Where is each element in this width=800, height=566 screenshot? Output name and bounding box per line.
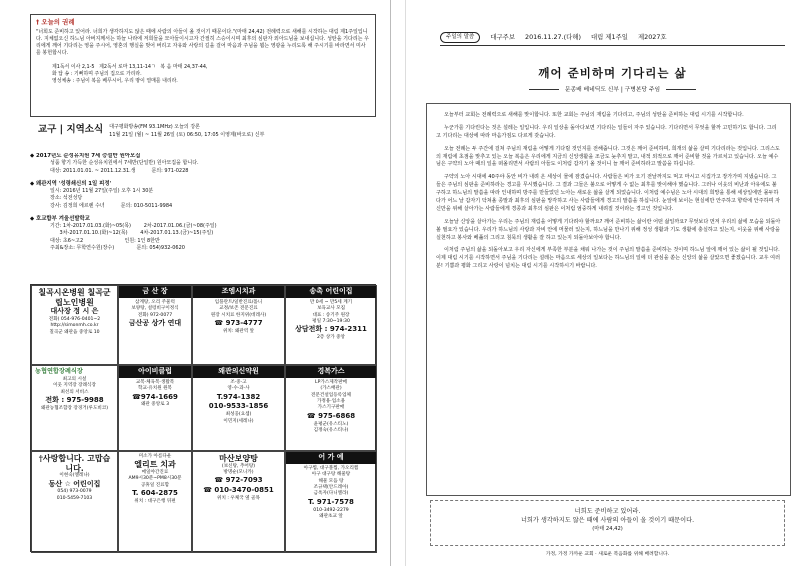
ad-line: LP가스제작판매: [315, 379, 347, 385]
quote-reference: (마태 24,42): [592, 525, 623, 532]
issue-number: 제2027호: [637, 33, 667, 42]
ad-academy: [192, 365, 285, 451]
ad-line: 매일야간진료: [141, 470, 169, 476]
ad-line: 교복·체육복·생활복: [135, 379, 175, 385]
ad-header: 조엠시치과: [193, 286, 284, 298]
ad-daycare: [285, 285, 377, 365]
ad-line: 전화 : 975-9988: [45, 395, 104, 404]
publication-name: 대구주보: [490, 33, 516, 42]
ad-line: 가스기구판매: [317, 405, 345, 411]
ad-line: ☎ 972-7093: [214, 476, 263, 485]
news-item: [30, 181, 376, 210]
news-item: [30, 216, 376, 252]
ad-line: 금옥자(다니엘라): [313, 491, 349, 497]
radio-line: 11월 21일 (월) ~ 11월 26일 (토) 06:50, 17:05 이영제(바오로) 신부: [109, 131, 265, 138]
ad-line: 최고의 시설: [62, 376, 87, 382]
ad-title: 엘리트 치과: [134, 459, 176, 470]
news-item-head: ◆ 2017년도 순성유치원 7세 증설반 원아모집: [30, 153, 141, 159]
ad-line: T. 604-2875: [132, 489, 178, 498]
ad-line: 윤평군(유스티노): [313, 421, 349, 427]
ad-line: 대표 : 송기주 원장: [312, 312, 350, 318]
ad-line: 아구 대구탕 해물탕: [311, 472, 351, 478]
news-item-line: 장소: 석전성당: [50, 195, 83, 202]
ad-line: 원장 시치료 한지위(데레사): [210, 312, 267, 318]
ad-line: (가스배관): [320, 386, 342, 392]
ad-line: 이현숙(엘레나): [59, 473, 90, 479]
liturgical-sunday: 대림 제1주일: [591, 33, 628, 42]
footer-slogan: 가정, 가정 가까운 교회 · 새로운 복음화를 위해 배려합니다.: [545, 552, 670, 557]
ad-line: 이민지(세레나): [223, 418, 254, 424]
ad-title: †사랑합니다. 고맙습니다.: [38, 453, 111, 473]
ad-line: 전문건설업등록업체: [311, 392, 351, 398]
section-badge: 주일의 말씀: [440, 32, 480, 43]
ad-header: 송촉 어린이집: [286, 286, 376, 298]
ad-line: 054) 973-0079: [57, 489, 92, 495]
reading-line: 화 답 송 : 기뻐하며 주님의 집으로 가리라.: [52, 70, 142, 77]
ad-line: 전화) 054-976-0401~2: [48, 316, 101, 322]
ad-line: 010-5459-7103: [56, 495, 93, 501]
homily-paragraph: 누군가를 기다린다는 것은 설레는 일입니다. 우리 일상을 돌아다보면 기다리는 일들이 자주 있습니다. 기다리면서 무엇을 할까 고민하기도 합니다. 그리고 기다리는 대상에 따라 마음가짐도 다르게 갖습니다.: [436, 124, 777, 139]
ad-line: 이웃 지역장 장례식장: [53, 383, 96, 389]
news-item-head: ◆ 호교합부 겨울선발학교: [30, 215, 90, 222]
ad-seafood: [285, 451, 377, 553]
ad-line: AM9시30분~PM8시30분: [128, 476, 182, 482]
ad-line: 미소가 아름다운: [138, 454, 172, 459]
news-item: [30, 153, 376, 175]
ad-line: ☎ 973-4777: [214, 319, 263, 328]
author-text: 문종배 베네딕도 신부 | 구병본당 주임: [564, 87, 661, 93]
news-item-head: ◆ 왜관지역 '성령쇄신의 1일 피정': [30, 180, 112, 187]
news-item-line: 대상: 2011.01.01. ~ 2011.12.31.생 문의: 971-0228: [50, 167, 189, 174]
ad-line: 대사장 정 시 은: [50, 307, 99, 316]
ad-line: 위치 : 우체국 옆 골목: [217, 496, 260, 502]
news-title: 교구 | 지역소식: [38, 124, 104, 135]
ad-line: 왜관 중앙로 3: [140, 402, 170, 408]
ad-line: T.974-1382: [216, 392, 261, 401]
ad-line: 아구찜, 대구볼찜, 가오리찜: [303, 465, 359, 471]
ad-hospital: [31, 285, 118, 365]
greeting-title: † 오늘의 권례: [36, 18, 75, 26]
homily-author: [440, 87, 785, 95]
greeting-text: "너희도 준비하고 있어라. 너희가 생각하지도 않은 때에 사람의 아들이 올 것이기 때문이다."(마태 24,42) 전례력으로 새해를 시작하는 대림 제1주일입니다. 지체없오신 하느님 아버지께서는 하늘 나라에 저희들을 모아들이시고자 간절히 스승이시며 최후의 심판자 외아드님을 보내십니다. 성탄을 기다리는 우리에게 깨어 기다리는 영을 주시어, 영혼의 행실을 벗어 버리고 자유와 사랑의 길을 걸어 마음과 주님을 뵙는 영광을 누리도록 해 주시기를 바라면서 미사를 봉헌합시다.: [36, 28, 369, 57]
homily-paragraph: 구약의 노아 시대에 40주야 동안 비가 내려 온 세상이 물에 잠겼습니다. 사람들은 비가 오기 전날까지도 먹고 마시고 시집가고 장가가며 지냈습니다. 그들은 주님의 심판을 준비하라는 경고를 무시했습니다. 그 결과 그들은 불으로 어떻게 수 없는 최후를 맞이해야 했습니다. 그러나 이웃의 비난과 아유에도 불구하고 하느님의 말씀을 따라 인내하며 방주를 만들었던 노아는 새로운 삶을 살게 되었습니다. 이처럼 예수님은 노아 시대의 희망을 통해 세상일에만 몰두하다가 어느 날 갑자기 닥쳐올 종말과 최후의 심판을 망각하고 사는 사람들에게 경고의 말씀을 하십니다. 눈앞에 보이는 현실에만 안주하고 향락에 안주하며 자신만을 위해 살아가는 사람들에게 경종과 최후의 심판은 이처럼 엄중하게 내려질 것이라는 경고인 것입니다.: [436, 174, 781, 212]
news-item-line: 강사: 김정희 에르렌 수녀 문의: 010-5011-9984: [50, 202, 173, 209]
ad-line: ☎974-1669: [132, 392, 178, 401]
ad-line: 해물 모듬 탕: [318, 478, 344, 484]
quote-line: 너희도 준비하고 있어라.: [574, 508, 641, 515]
bulletin-front-page: [405, 0, 800, 566]
news-item-line: 3차-2017.01.10.(화)~12(목) 4차-2017.01.13.(금)~15(주일): [50, 230, 214, 237]
ad-line: 최성웅(요셉): [225, 412, 252, 418]
ad-line: 교정/보존 전문진료: [219, 306, 258, 312]
ad-dental: [192, 285, 285, 365]
homily-body: [426, 103, 791, 496]
ad-line: 칠곡군 왜관읍 중앙로 10: [49, 329, 100, 335]
reading-line: 영성체송 : 주님이 복을 베푸시어, 우리 땅이 열매를 내리라.: [52, 77, 178, 84]
issue-date: 2016.11.27.(다해): [525, 33, 581, 42]
ad-gas: [285, 365, 377, 451]
ad-header: 왜관의신약원: [193, 366, 284, 378]
news-item-line: 성품 향기 가득한 순성유치원에서 7세반(단일반) 원아모집을 합니다.: [50, 160, 199, 167]
ad-kindergarten: [31, 451, 118, 553]
ad-line: 가정용·업소용: [316, 399, 346, 405]
ad-title: 칠곡시온병원 칠곡군립노인병원: [38, 287, 111, 307]
homily-title: 깨어 준비하며 기다리는 삶: [538, 66, 687, 80]
greeting-box: [30, 14, 376, 117]
ad-header: 아이비클럽: [119, 366, 191, 378]
ad-line: 금산공 상가 연대: [128, 319, 182, 328]
homily-paragraph: 오늘 전례는 두 주간에 걸쳐 주님의 재림을 어떻게 기다릴 것인지를 전해줍니다. 그것은 깨어 준비하며, 희개의 삶을 살며 기다리라는 것입니다. 그리스도의 재림에 초점을 맞추고 있는 오늘 복음은 우리에게 지금의 신앙생활을 조금도 늦추지 말고, 내적 외적으로 깨어 준비할 것을 가르치고 있습니다. 오늘 예수님은 구약의 노아 때의 일을 떠올리면서 사람의 아들도 이처럼 갑자기 올 것이니 늘 깨어 준비하라고 말씀을 하십니다.: [436, 145, 780, 168]
ad-line: 010-9533-1856: [208, 402, 269, 411]
quote-line: 너희가 생각하지도 않은 때에 사람의 아들이 올 것이기 때문이다.: [520, 517, 695, 525]
news-item-line: 주최&장소: 무학연수원(장수) 문의: 054)932-0620: [50, 244, 185, 251]
ad-line: ☎ 975-6868: [306, 411, 356, 420]
radio-line: 대구평화방송(FM 93.1MHz) 오늘의 강론: [109, 124, 200, 130]
news-item-line: 일시: 2016년 11월 27일(주일) 오후 1시 30분: [50, 188, 154, 195]
homily-paragraph: 오늘날 신앙을 살아가는 우리는 주님의 재림을 어떻게 기다려야 할까요? 깨어 준비하는 삶이란 어떤 삶일까요? 무엇보다 먼저 우리의 삶에 모습을 되돌아 볼 필요가 있습니다. 우리가 하느님의 사랑과 자비 안에 머물러 있는지, 하느님을 만나기 위해 정성 생활과 기도 생활에 충실하고 있는지, 이웃을 위해 사랑을 실천하고 봉사와 베풂의 그리고 침묵의 생활을 잘 하고 있는지 되돌아보아야 합니다.: [436, 218, 781, 241]
advertisement-grid: [30, 284, 376, 552]
ad-line: http://simonmh.co.kr: [50, 323, 99, 329]
ad-header: 금 산 장: [119, 286, 191, 298]
scripture-quote-box: [430, 500, 785, 546]
ad-funeral: [31, 365, 118, 451]
ad-elite-dental: [118, 451, 192, 553]
ad-line: 영·수·과·사: [227, 386, 250, 392]
bulletin-back-page: [0, 0, 391, 566]
ad-restaurant: [118, 285, 192, 365]
ad-line: 보양탕, 설렁비구이정식: [131, 306, 179, 312]
ad-line: 학교·유치원 원복: [138, 386, 172, 392]
ad-line: 평일 7:30~19:30: [312, 319, 350, 325]
ad-line: 최선의 서비스: [60, 389, 89, 395]
ad-header: 경복가스: [286, 366, 376, 378]
ad-line: 상담전화 : 974-2311: [295, 325, 367, 334]
ad-line: 위치: 왜관역 앞: [222, 328, 255, 334]
ad-line: 동산 ☆ 어린이집: [48, 479, 101, 488]
news-item-line: 기간: 1차-2017.01.03.(화)~05(목) 2차-2017.01.06.(금)~08(주일): [50, 223, 217, 230]
ad-header: 어 가 예: [286, 452, 376, 464]
masthead: [440, 30, 785, 46]
divider: [666, 89, 696, 90]
ad-line: 만 0세 ~ 만5세 계기: [309, 299, 353, 305]
ad-line: 보육교사 모집: [316, 306, 346, 312]
ad-line: 위치 : 대구은행 뒤편: [134, 499, 176, 505]
ad-line: 왜관농협조합장 장경거(루도비코): [40, 405, 109, 411]
ad-line: 2층 상가 중앙: [316, 335, 346, 341]
news-item-line: 대상: 초6~고2 인원: 1인 8한반: [50, 237, 160, 244]
ad-line: 010-3492-2279: [313, 507, 349, 513]
ad-line: 전화) 972-0077: [137, 312, 173, 318]
ad-line: 방명순(모니카): [223, 470, 254, 476]
homily-paragraph: 오늘부터 교회는 전례력으로 새해를 맞이합니다. 또한 교회는 주님의 재림을 기다리고, 주님의 성탄을 준비하는 대림 시기를 시작합니다.: [444, 112, 744, 118]
ad-masan: [192, 451, 285, 553]
radio-info: [109, 124, 264, 139]
ad-line: 공휴일 진료함: [140, 482, 170, 488]
divider: [529, 89, 559, 90]
ad-line: T. 971-7578: [308, 497, 354, 506]
ad-line: 임플란트/일반진료/틀니: [214, 299, 263, 305]
readings: [36, 64, 370, 85]
ad-line: ☎ 010-3470-0851: [203, 486, 274, 495]
ad-line: 조·중·고: [230, 379, 247, 385]
homily-paragraph: 이처럼 주님의 삶을 되돌아보고 우리 자신에게 부족한 부분을 채워 나가는 것이 주님의 말씀을 준비하는 것이며 하느님 앞에 깨어 있는 삶이 될 것입니다. 이제 대림 시기를 시작하면서 주님을 기다리는 설레는 마음으로 세상의 일보다는 하느님의 일에 더 관심을 쏟는 신앙의 삶을 살았으면 좋겠습니다. 교우 여러분! 기쁨과 평화 그리고 사랑이 넘치는 대림 시기를 시작하시기 바랍니다.: [436, 247, 781, 270]
ad-line: (보신탕, 추어탕): [221, 463, 256, 469]
ad-title: 마산보양탕: [219, 453, 258, 463]
ad-line: 조규택(안드레아): [313, 485, 349, 491]
ad-line: 김정숙(유스티나): [313, 428, 349, 434]
ad-title: 농협연합장례식장: [35, 368, 83, 375]
ad-line: 왜관초교 앞: [319, 514, 343, 520]
ad-uniform: [118, 365, 192, 451]
reading-line: 제1독서 이사 2,1-5 제2독서 로마 13,11-14ㄱ 복 음 마태 24,37-44,: [52, 63, 208, 70]
news-header: [38, 124, 378, 146]
ad-line: 삼계탕, 오리 주물럭: [135, 299, 175, 305]
